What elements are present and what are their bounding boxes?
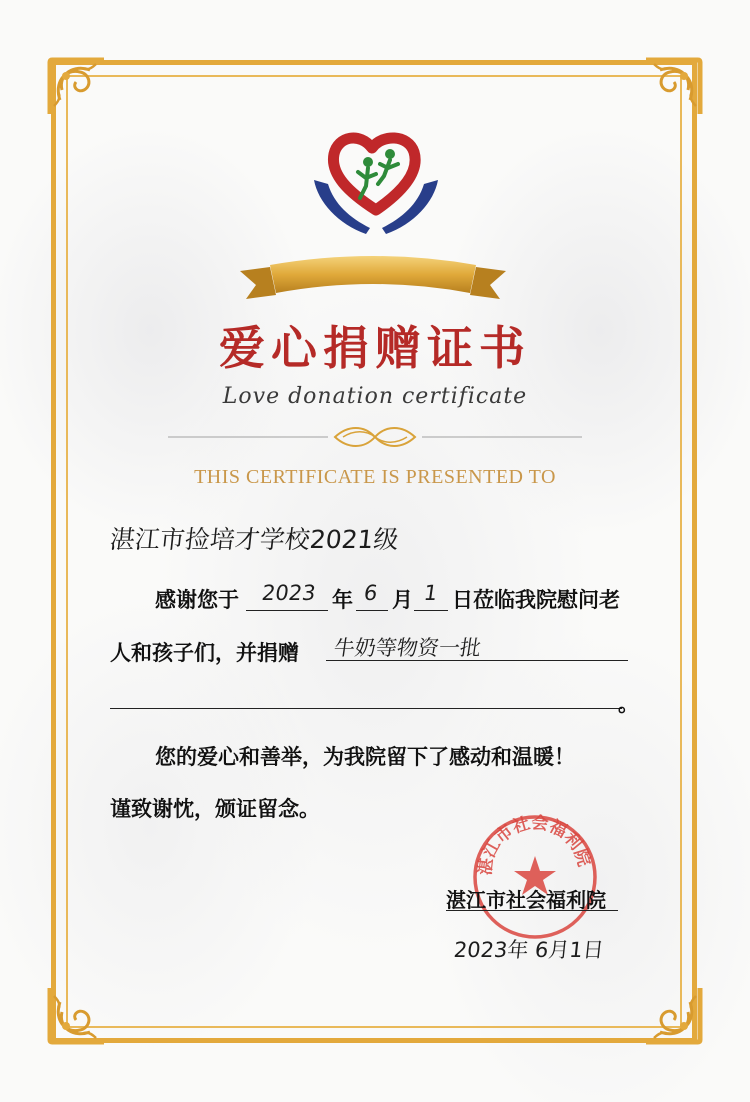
- month-unit: 月: [392, 588, 413, 612]
- thanks-prefix: 感谢您于: [155, 588, 239, 612]
- svg-text:湛江市社会福利院: 湛江市社会福利院: [475, 813, 594, 877]
- red-seal-icon: [470, 812, 600, 942]
- love-heart-hands-logo-icon: [308, 128, 444, 240]
- closing-text: 谨致谢忱，颁证留念。: [110, 797, 320, 821]
- donation-underline: [326, 660, 628, 661]
- year-unit: 年: [332, 588, 353, 612]
- donation-items: 牛奶等物资一批: [332, 636, 483, 660]
- organization-underline: [446, 910, 618, 911]
- corner-ornament-icon: [44, 54, 110, 120]
- ornament-divider-icon: [168, 425, 582, 449]
- year-underline: [246, 610, 328, 611]
- presented-to-label: THIS CERTIFICATE IS PRESENTED TO: [194, 466, 556, 488]
- corner-ornament-icon: [44, 982, 110, 1048]
- month-underline: [356, 610, 388, 611]
- corner-ornament-icon: [640, 54, 706, 120]
- thanks-suffix: 日莅临我院慰问老: [452, 588, 620, 612]
- visit-day: 1: [422, 581, 440, 605]
- certificate-title: 爱心捐赠证书: [219, 321, 531, 375]
- donation-prefix: 人和孩子们，并捐赠: [110, 641, 299, 665]
- line-end-mark: 。: [618, 692, 639, 716]
- blank-underline: [110, 708, 622, 709]
- recipient-name: 湛江市捡培才学校2021级: [108, 525, 400, 554]
- certificate-subtitle: Love donation certificate: [222, 384, 528, 409]
- visit-month: 6: [362, 581, 380, 605]
- day-underline: [414, 610, 448, 611]
- appreciation-text: 您的爱心和善举，为我院留下了感动和温暖！: [155, 745, 575, 769]
- gold-ribbon-icon: [240, 255, 506, 307]
- issue-date: 2023年 6月1日: [452, 938, 605, 962]
- corner-ornament-icon: [640, 982, 706, 1048]
- issuing-organization: 湛江市社会福利院: [446, 888, 606, 912]
- visit-year: 2023: [260, 581, 318, 605]
